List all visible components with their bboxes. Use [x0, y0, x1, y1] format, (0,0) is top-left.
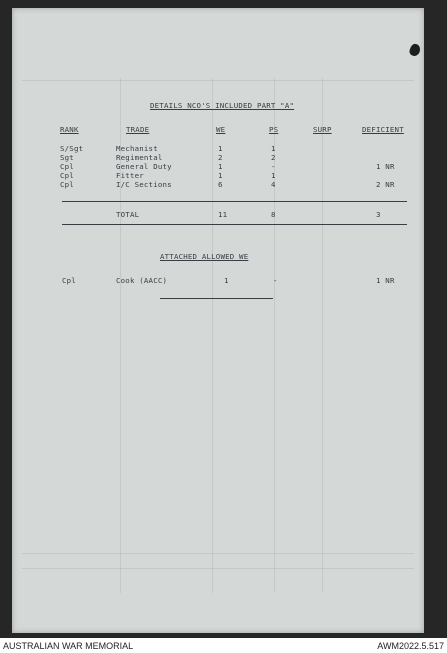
attached-heading: ATTACHED ALLOWED WE	[160, 252, 249, 261]
row-we: 1	[218, 171, 223, 180]
header-ps: PS	[269, 125, 279, 134]
attached-rank: Cpl	[62, 276, 76, 285]
row-we: 6	[218, 180, 223, 189]
header-surp: SURP	[313, 125, 332, 134]
row-trade: Fitter	[116, 171, 144, 180]
total-ps: 8	[271, 210, 276, 219]
document-title: DETAILS NCO'S INCLUDED PART "A"	[150, 101, 295, 110]
row-deficient: 1 NR	[376, 162, 395, 171]
row-we: 2	[218, 153, 223, 162]
row-we: 1	[218, 144, 223, 153]
row-ps: 1	[271, 144, 276, 153]
row-we: 1	[218, 162, 223, 171]
header-trade: TRADE	[126, 125, 150, 134]
row-rank: Cpl	[60, 171, 74, 180]
row-trade: General Duty	[116, 162, 172, 171]
row-ps: 2	[271, 153, 276, 162]
header-rank: RANK	[60, 125, 79, 134]
total-bottom-rule	[62, 224, 407, 225]
total-top-rule	[62, 201, 407, 202]
punch-hole	[408, 43, 422, 58]
attached-we: 1	[224, 276, 229, 285]
row-rank: Sgt	[60, 153, 74, 162]
attached-bottom-rule	[160, 298, 273, 299]
bleed-through-rule	[22, 568, 414, 569]
row-ps: 4	[271, 180, 276, 189]
row-rank: S/Sgt	[60, 144, 84, 153]
footer-accession-number: AWM2022.5.517	[377, 641, 444, 651]
row-rank: Cpl	[60, 180, 74, 189]
bleed-through-rule	[322, 78, 323, 593]
attached-trade: Cook (AACC)	[116, 276, 168, 285]
document-sheet	[12, 8, 424, 633]
total-label: TOTAL	[116, 210, 140, 219]
total-we: 11	[218, 210, 228, 219]
attached-ps: -	[273, 276, 278, 285]
total-deficient: 3	[376, 210, 381, 219]
row-deficient: 2 NR	[376, 180, 395, 189]
attached-deficient: 1 NR	[376, 276, 395, 285]
row-rank: Cpl	[60, 162, 74, 171]
row-ps: 1	[271, 171, 276, 180]
row-trade: I/C Sections	[116, 180, 172, 189]
header-deficient: DEFICIENT	[362, 125, 404, 134]
bleed-through-rule	[22, 80, 414, 81]
row-ps: -	[271, 162, 276, 171]
header-we: WE	[216, 125, 226, 134]
row-trade: Regimental	[116, 153, 163, 162]
row-trade: Mechanist	[116, 144, 158, 153]
bleed-through-rule	[212, 78, 213, 593]
bleed-through-rule	[22, 553, 414, 554]
footer-credit: AUSTRALIAN WAR MEMORIAL	[3, 641, 134, 651]
